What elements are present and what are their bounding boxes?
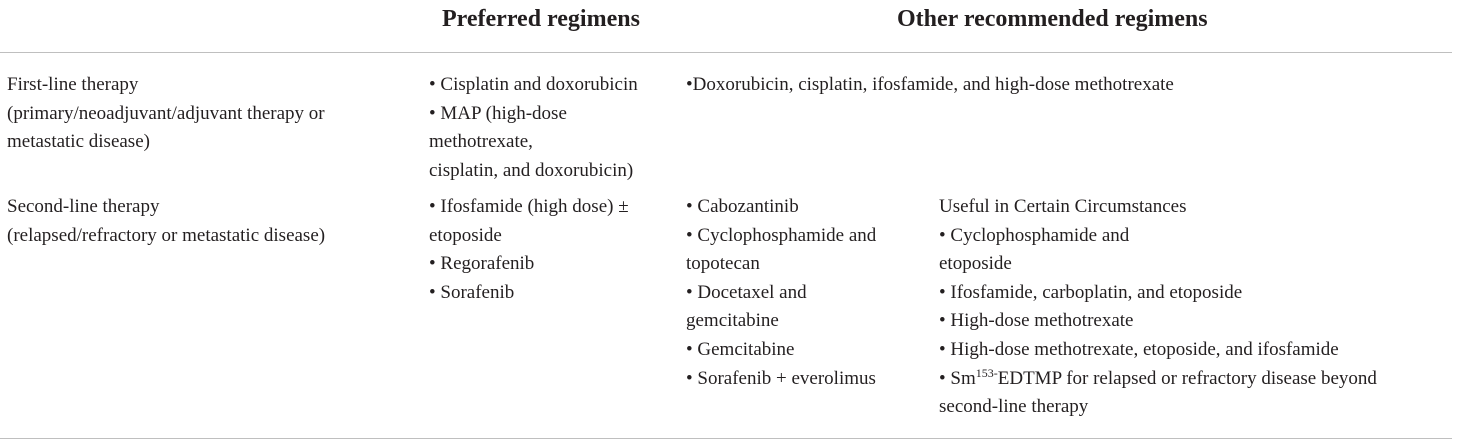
second-line-preferred-cell: • Ifosfamide (high dose) ± etoposide • Regorafenib • Sorafenib <box>429 196 629 303</box>
useful-heading: Useful in Certain Circumstances <box>939 196 1187 217</box>
first-line-other-cell: •Doxorubicin, cisplatin, ifosfamide, and high-dose methotrexate <box>686 74 1174 95</box>
row-label-second-line: Second-line therapy (relapsed/refractory or metastatic disease) <box>7 196 326 246</box>
second-line-useful-cell: Useful in Certain Circumstances • Cyclophosphamide and etoposide • Ifosfamide, carboplatin, and etoposide • High-dose methotrexate • High-dose methotrexate, etoposide, and ifosfamide • $Sm^{153-}EDTMP$ for relapsed or refractory disease beyond second-line therapy <box>939 193 1377 422</box>
row-label-first-line: First-line therapy (primary/neoadjuvant/adjuvant therapy or metastatic disease) <box>7 74 325 153</box>
header-other-regimens: Other recommended regimens <box>897 6 1208 32</box>
header-preferred-regimens: Preferred regimens <box>442 6 640 32</box>
second-line-other-cell: • Cabozantinib • Cyclophosphamide and topotecan • Docetaxel and gemcitabine • Gemcitabine • Sorafenib + everolimus <box>686 196 877 389</box>
header-divider <box>0 52 1452 53</box>
sm-edtmp-line: • $Sm^{153-}EDTMP$ for relapsed or refractory disease beyond <box>939 365 1377 389</box>
first-line-preferred-cell: • Cisplatin and doxorubicin • MAP (high-dose methotrexate, cisplatin, and doxorubicin) <box>429 74 638 181</box>
bottom-rule <box>0 438 1452 439</box>
